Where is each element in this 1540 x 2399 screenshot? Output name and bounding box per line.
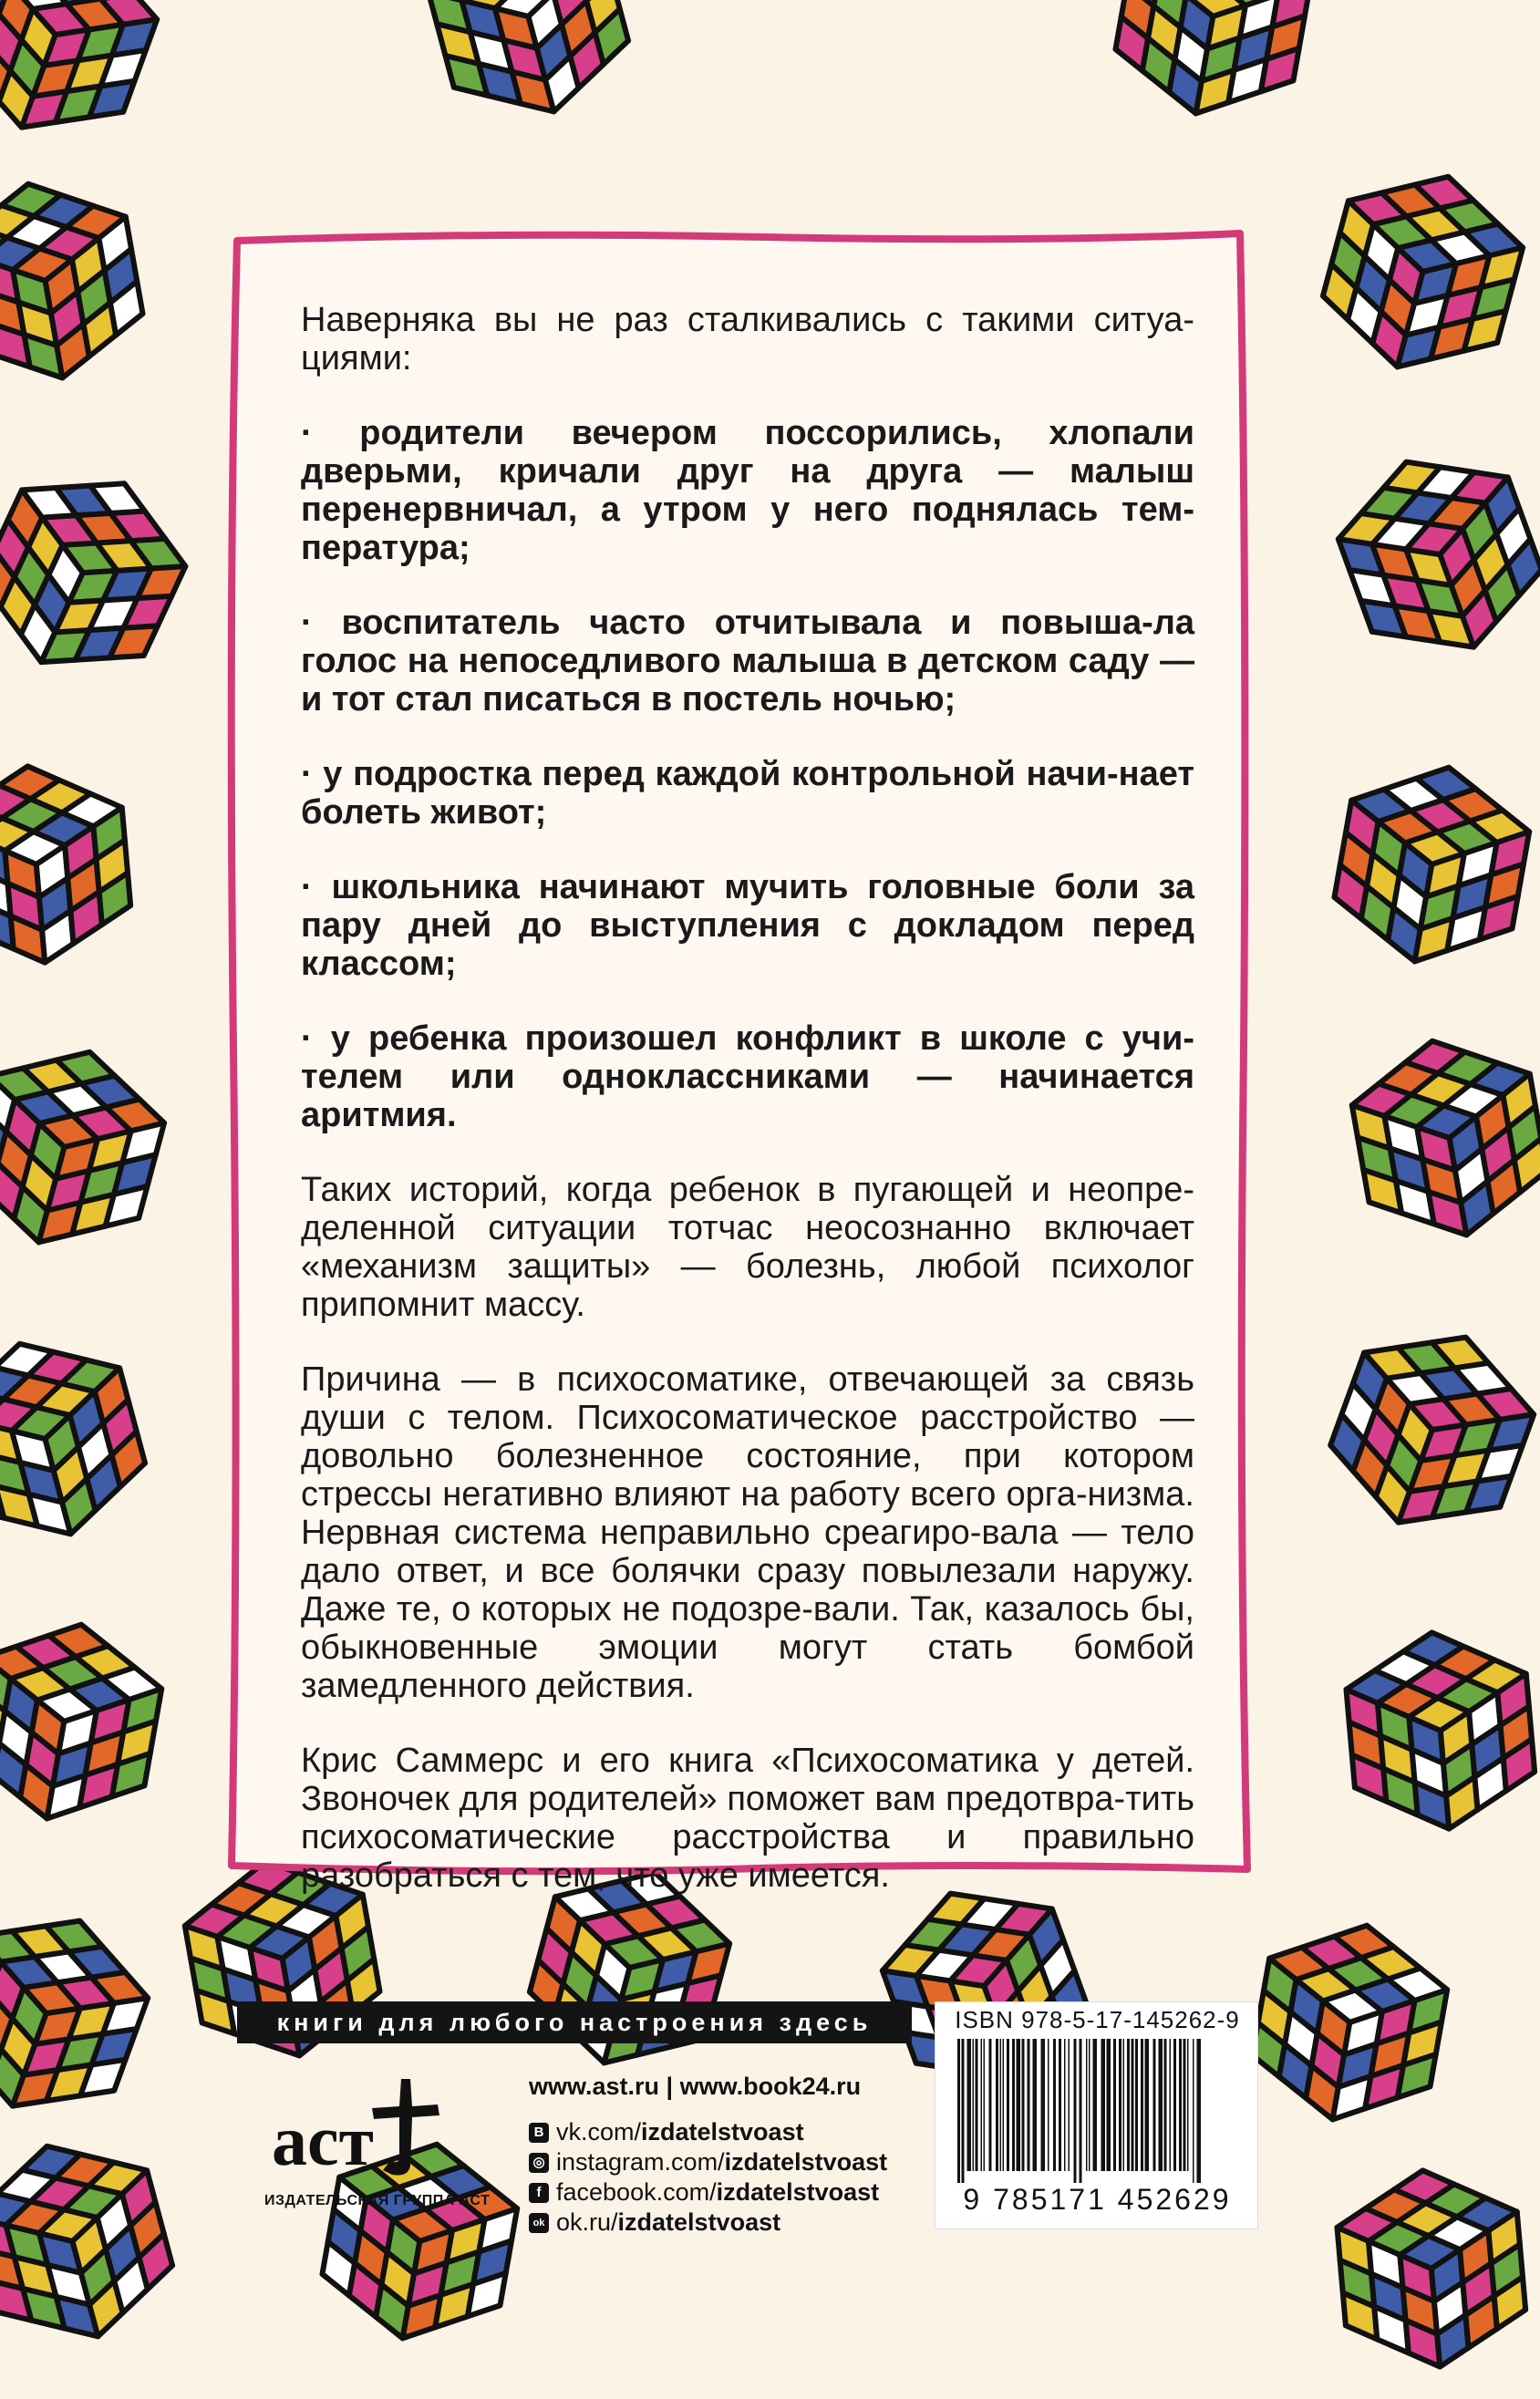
barcode-bar (1107, 2039, 1111, 2171)
barcode-bar (1153, 2039, 1156, 2171)
contact-links (529, 2073, 887, 2238)
bullet-item: · воспитатель часто отчитывала и повыша-ла голос на непоседливого малыша в детском саду — и тот стал писаться в постель ночью; (301, 604, 1194, 719)
barcode-bar (1113, 2039, 1116, 2171)
body-paragraph: Причина — в психосоматике, отвечающей за связь души с телом. Психосоматическое расстройство — довольно болезненное состояние, при котором стрессы негативно влияют на работу всего орга-низма. Нервная система неправильно среагиро-вала — тело дало ответ, и все болячки сразу повылезали наружу. Даже те, о которых не подозре-вали. Так, казалось бы, обыкновенные эмоции могут стать бомбой замедленного действия. (301, 1360, 1194, 1705)
isbn-number: ISBN 978-5-17-145262-9 (935, 2006, 1259, 2034)
barcode-bar (1080, 2039, 1082, 2183)
rubiks-cube-decoration (0, 738, 165, 995)
body-paragraph: Таких историй, когда ребенок в пугающей и неопре-деленной ситуации тотчас неосознанно включает «механизм защиты» — болезнь, любой психолог припомнит массу. (301, 1171, 1194, 1324)
barcode-bar (1187, 2039, 1189, 2171)
barcode-bar (1033, 2039, 1038, 2171)
rubiks-cube-decoration (0, 417, 240, 732)
barcode-bar (1003, 2039, 1005, 2171)
barcode-bar (1123, 2039, 1125, 2171)
publisher-name: ИЗДАТЕЛЬСКАЯ ГРУППА АСТ (264, 2193, 490, 2209)
rubiks-cube-decoration (0, 2098, 218, 2388)
body-paragraph: Крис Саммерс и его книга «Психосоматика у детей. Звоночек для родителей» поможет вам предотвра-тить психосоматические расстройства и правильно разобраться с тем, что уже имеется. (301, 1742, 1194, 1895)
barcode-bar (1000, 2039, 1002, 2171)
rubiks-cube-decoration (1294, 729, 1540, 1003)
rubiks-cube-decoration (1303, 2142, 1540, 2399)
barcode-bar (1048, 2039, 1049, 2171)
barcode (952, 2039, 1242, 2183)
barcode-bar (1022, 2039, 1025, 2171)
ok-icon: ok (529, 2213, 549, 2233)
description-text (301, 301, 1194, 1931)
rubiks-cube-decoration (0, 1586, 202, 1860)
rubiks-cube-decoration (1312, 1604, 1540, 1861)
barcode-bar (1173, 2039, 1176, 2171)
barcode-bar (1159, 2039, 1163, 2171)
vk-icon: В (529, 2123, 549, 2143)
facebook-icon: f (529, 2183, 549, 2203)
tagline-banner: книги для любого настроения здесь (237, 2001, 912, 2043)
barcode-bar (973, 2039, 975, 2171)
rubiks-cube-decoration (0, 1004, 209, 1294)
barcode-bar (1012, 2039, 1015, 2171)
barcode-bar (1069, 2039, 1070, 2171)
barcode-bar (1064, 2039, 1066, 2171)
barcode-bar (1086, 2039, 1088, 2171)
barcode-bar (1135, 2039, 1138, 2171)
barcode-bar (1053, 2039, 1056, 2171)
social-link-instagram[interactable]: ◎ instagram.com/ izdatelstvoast (529, 2147, 887, 2177)
barcode-bar (962, 2039, 965, 2183)
barcode-bar (1127, 2039, 1130, 2171)
barcode-bar (1007, 2039, 1009, 2171)
barcode-digits: 9 785171 452629 (935, 2183, 1259, 2217)
rubiks-cube-decoration (0, 1296, 191, 1586)
barcode-bar (1183, 2039, 1186, 2171)
rubiks-cube-decoration (384, 0, 674, 163)
bullet-item: · у ребенка произошел конфликт в школе с учи-телем или одноклассниками — начинается аритмия. (301, 1019, 1194, 1134)
barcode-bar (1028, 2039, 1030, 2171)
barcode-bar (1041, 2039, 1046, 2171)
barcode-bar (1093, 2039, 1098, 2171)
social-link-facebook[interactable]: f facebook.com/ izdatelstvoast (529, 2177, 887, 2208)
barcode-bar (1164, 2039, 1167, 2171)
barcode-bar (981, 2039, 983, 2171)
barcode-bar (1119, 2039, 1121, 2171)
barcode-bar (1089, 2039, 1090, 2171)
barcode-bar (967, 2039, 972, 2171)
bullet-item: · школьника начинают мучить головные боли за пару дней до выступления с докладом перед классом; (301, 868, 1194, 983)
rubiks-cube-decoration (1277, 129, 1540, 419)
barcode-bar (1179, 2039, 1182, 2171)
intro-paragraph: Наверняка вы не раз сталкивались с такими ситуа-циями: (301, 301, 1194, 377)
social-link-ok[interactable]: ok ok.ru/ izdatelstvoast (529, 2208, 887, 2238)
barcode-bar (1059, 2039, 1061, 2171)
barcode-bar (1017, 2039, 1021, 2171)
website-links[interactable]: www.ast.ru | www.book24.ru (529, 2073, 887, 2101)
rubiks-cube-decoration (1288, 404, 1540, 708)
barcode-bar (996, 2039, 998, 2171)
rubiks-cube-decoration (0, 145, 183, 419)
isbn-barcode-box (935, 2001, 1258, 2229)
barcode-bar (1145, 2039, 1150, 2171)
barcode-bar (984, 2039, 986, 2171)
logo-text: аст (272, 2101, 374, 2179)
barcode-bar (1141, 2039, 1143, 2171)
barcode-bar (976, 2039, 978, 2171)
ast-logo (264, 2070, 456, 2179)
instagram-icon: ◎ (529, 2153, 549, 2173)
barcode-bar (1197, 2039, 1202, 2183)
rubiks-cube-decoration (1075, 0, 1349, 156)
social-link-vk[interactable]: В vk.com/ izdatelstvoast (529, 2117, 887, 2147)
bullet-item: · у подростка перед каждой контрольной начи-нает болеть живот; (301, 755, 1194, 832)
back-cover-footer (237, 2001, 1258, 2229)
barcode-bar (957, 2039, 960, 2183)
rubiks-cube-decoration (1279, 1279, 1540, 1583)
bullet-item: · родители вечером поссорились, хлопали дверьми, кричали друг на друга — малыш перенервничал, а утром у него поднялась тем-пература; (301, 414, 1194, 567)
barcode-bar (1132, 2039, 1134, 2171)
barcode-bar (1170, 2039, 1172, 2171)
barcode-bar (1074, 2039, 1077, 2183)
barcode-bar (1101, 2039, 1106, 2171)
rubiks-cube-decoration (1312, 1002, 1540, 1277)
barcode-bar (989, 2039, 992, 2171)
barcode-bar (1193, 2039, 1194, 2183)
